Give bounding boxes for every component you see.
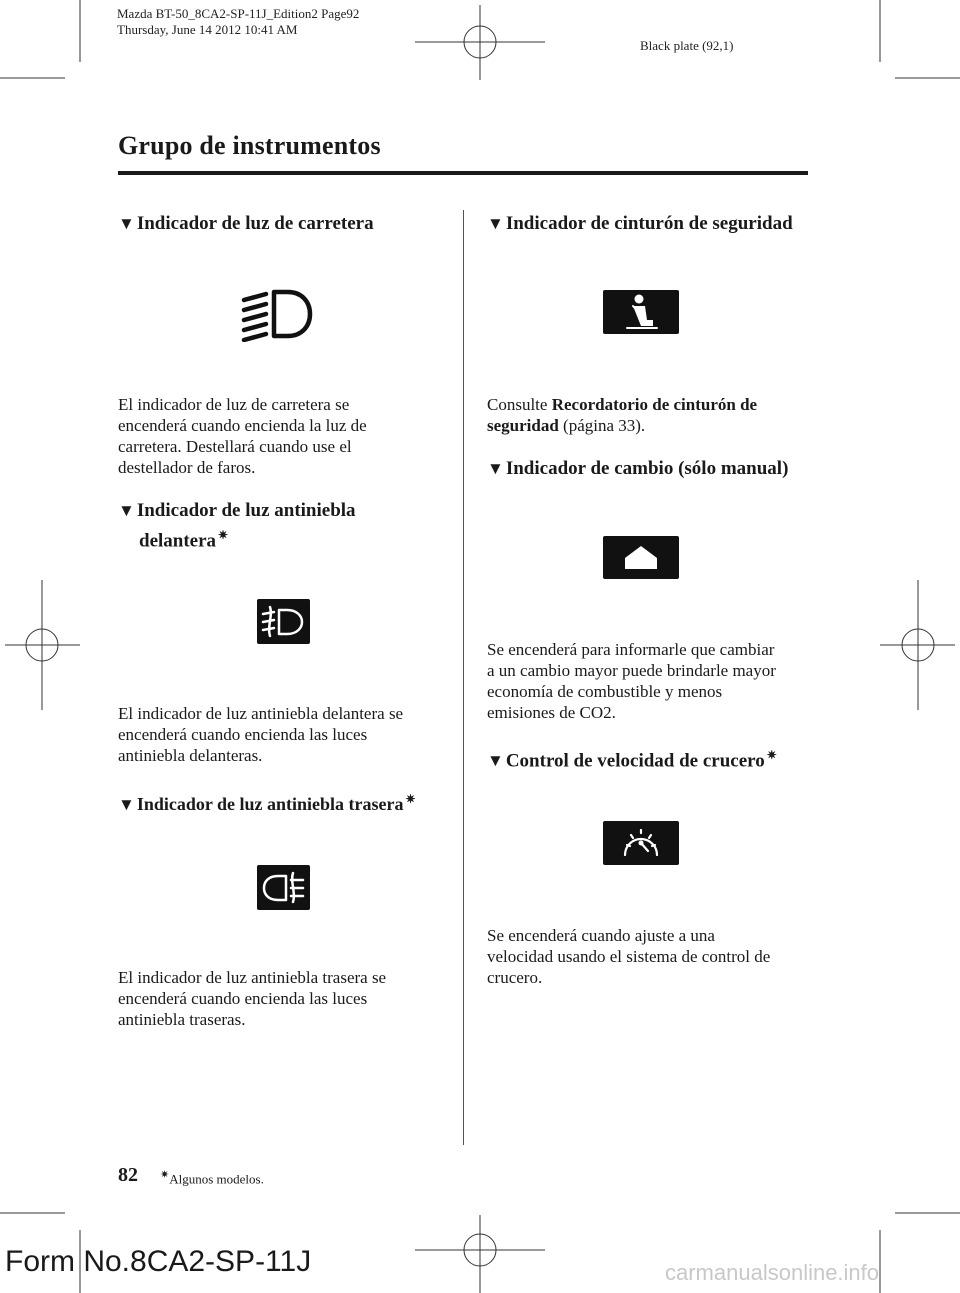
text-line: El indicador de luz antiniebla trasera se (118, 968, 387, 987)
asterisk-icon: ✷ (218, 528, 229, 542)
seat-belt-icon (603, 290, 679, 334)
text-line: antiniebla delanteras. (118, 746, 263, 765)
triangle-bullet-icon: ▼ (487, 214, 504, 233)
page-reference: (página 33). (558, 416, 646, 435)
footnote (158, 1168, 264, 1187)
print-header-line2: Thursday, June 14 2012 10:41 AM (117, 22, 298, 37)
text-line: destellador de faros. (118, 458, 256, 477)
section-heading-text: Control de velocidad de crucero (505, 750, 765, 772)
text-prefix: Consulte (487, 395, 552, 414)
text-line: El indicador de luz antiniebla delantera se (118, 704, 404, 723)
print-header-line1: Mazda BT-50_8CA2-SP-11J_Edition2 Page92 (117, 6, 360, 21)
text-line: economía de combustible y menos (487, 682, 723, 701)
high-beam-description (118, 394, 367, 478)
form-number: Form No.8CA2-SP-11J (5, 1245, 312, 1278)
text-line: encenderá cuando encienda las luces (118, 989, 368, 1008)
text-line (487, 394, 757, 415)
seat-belt-description (487, 394, 757, 436)
asterisk-icon: ✷ (766, 748, 777, 762)
section-heading-text: Indicador de luz de carretera (136, 213, 374, 234)
section-heading-text: Indicador de cinturón de seguridad (505, 213, 793, 234)
text-line: crucero. (487, 968, 543, 987)
text-line: Se encenderá para informarle que cambiar (487, 640, 775, 659)
print-plate-label: Black plate (92,1) (640, 38, 734, 53)
triangle-bullet-icon: ▼ (487, 751, 504, 771)
front-fog-description (118, 703, 403, 766)
watermark: carmanualsonline.info (665, 1260, 880, 1285)
section-heading-cruise (487, 743, 777, 773)
page-number: 82 (118, 1164, 138, 1186)
text-line: antiniebla traseras. (118, 1010, 246, 1029)
text-line: carretera. Destellará cuando use el (118, 437, 352, 456)
text-line: emisiones de CO2. (487, 703, 616, 722)
cruise-control-icon (603, 821, 679, 865)
text-line: a un cambio mayor puede brindarle mayor (487, 661, 776, 680)
section-heading-high-beam (118, 212, 374, 236)
shift-description (487, 639, 776, 723)
cruise-description (487, 925, 770, 988)
section-heading-shift (487, 457, 788, 481)
footnote-text: Algunos modelos. (169, 1171, 264, 1187)
text-line: encenderá cuando encienda las luces (118, 725, 368, 744)
section-heading-text-cont: delantera (139, 530, 217, 552)
front-fog-light-icon (257, 599, 310, 644)
asterisk-icon: ✷ (160, 1169, 170, 1181)
triangle-bullet-icon: ▼ (487, 459, 504, 478)
triangle-bullet-icon: ▼ (118, 214, 135, 233)
text-line: velocidad usando el sistema de control de (487, 947, 771, 966)
triangle-bullet-icon: ▼ (118, 795, 135, 814)
text-line: El indicador de luz de carretera se (118, 395, 350, 414)
shift-up-icon (603, 536, 679, 579)
cross-reference-link-cont: seguridad (487, 416, 559, 435)
column-divider (463, 210, 464, 1145)
rear-fog-description (118, 967, 386, 1030)
triangle-bullet-icon: ▼ (118, 501, 135, 520)
title-divider (118, 171, 808, 175)
text-line: encenderá cuando encienda la luz de (118, 416, 367, 435)
section-heading-text: Indicador de cambio (sólo manual) (505, 458, 789, 479)
section-heading-rear-fog (118, 787, 416, 817)
high-beam-icon (238, 286, 314, 347)
section-heading-text: Indicador de luz antiniebla trasera (136, 794, 404, 814)
text-line (487, 415, 757, 436)
section-heading-text: Indicador de luz antiniebla (136, 500, 356, 521)
section-heading-front-fog (118, 499, 356, 553)
rear-fog-light-icon (257, 865, 310, 910)
asterisk-icon: ✷ (405, 792, 416, 806)
cross-reference-link: Recordatorio de cinturón de (551, 395, 758, 414)
page-title: Grupo de instrumentos (118, 131, 381, 160)
text-line: Se encenderá cuando ajuste a una (487, 926, 715, 945)
section-heading-seat-belt (487, 212, 793, 236)
